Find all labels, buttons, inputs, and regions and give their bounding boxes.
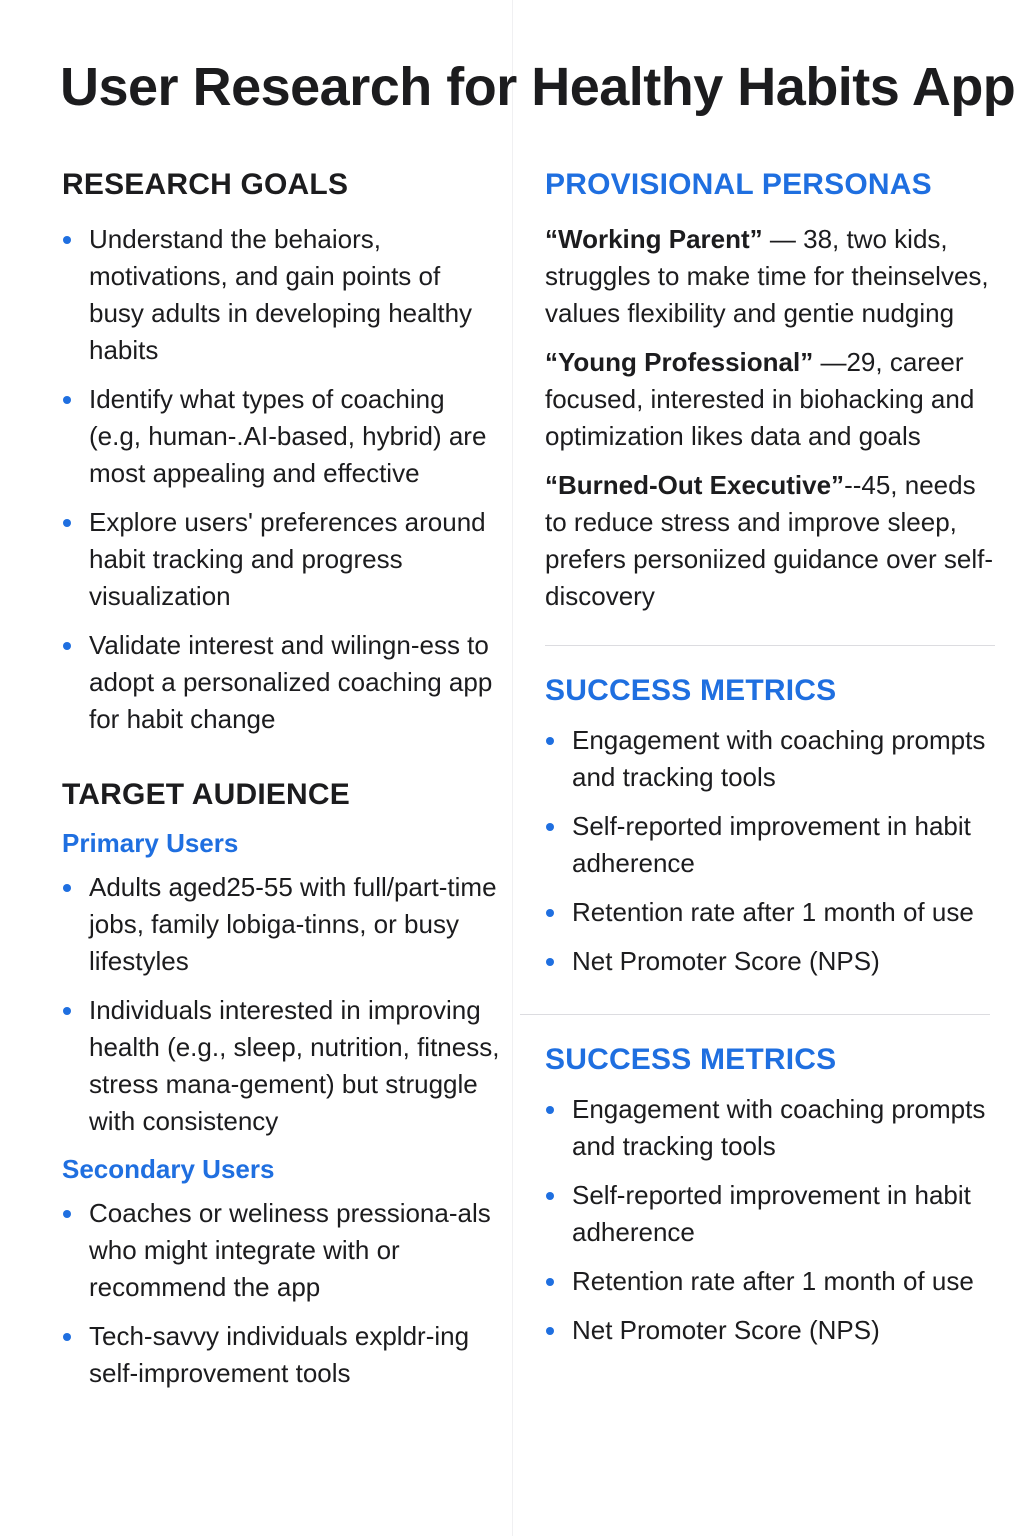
bullet-icon <box>546 1278 554 1286</box>
persona-young-professional: “Young Professional” —29, career focused, interested in biohacking and optimization likes data and goals <box>545 347 975 451</box>
bullet-icon <box>63 884 71 892</box>
persona-description: 29, career focused, interested in biohacking and optimization likes data and goals <box>545 347 975 451</box>
persona-working-parent: “Working Parent” — 38, two kids, struggles to make time for theinselves, values flexibility and gentie nudging <box>545 224 989 328</box>
list-item: Net Promoter Score (NPS) <box>545 1312 995 1349</box>
success-metrics-heading: SUCCESS METRICS <box>545 674 837 707</box>
bullet-icon <box>63 236 71 244</box>
bullet-icon <box>546 1327 554 1335</box>
success-metrics-list <box>545 1091 995 1349</box>
bullet-icon <box>63 642 71 650</box>
bullet-icon <box>63 1210 71 1218</box>
list-item: Explore users' preferences around habit tracking and progress visualization <box>62 504 502 615</box>
list-item: Net Promoter Score (NPS) <box>545 943 995 980</box>
personas-section <box>545 168 995 615</box>
list-item: Self-reported improvement in habit adherence <box>545 1177 995 1251</box>
list-item: Coaches or weliness pressiona-als who might integrate with or recommend the app <box>62 1195 502 1306</box>
list-item: Retention rate after 1 month of use <box>545 1263 995 1300</box>
research-goals-section <box>62 168 502 738</box>
list-item: Validate interest and wilingn-ess to adopt a personalized coaching app for habit change <box>62 627 502 738</box>
list-item: Tech-savvy individuals expldr-ing self-improvement tools <box>62 1318 502 1392</box>
target-audience-heading: TARGET AUDIENCE <box>62 778 350 811</box>
research-goals-heading: RESEARCH GOALS <box>62 168 349 201</box>
research-goals-list <box>62 221 502 738</box>
persona-name: “Burned-Out Executive” <box>545 470 845 500</box>
bullet-icon <box>546 909 554 917</box>
bullet-icon <box>546 1106 554 1114</box>
success-metrics-section <box>545 674 995 980</box>
list-item: Individuals interested in improving health (e.g., sleep, nutrition, fitness, stress mana-gement) but struggle with consistency <box>62 992 502 1140</box>
list-item: Self-reported improvement in habit adherence <box>545 808 995 882</box>
bullet-icon <box>546 737 554 745</box>
section-divider <box>520 1014 990 1015</box>
personas-heading: PROVISIONAL PERSONAS <box>545 168 932 201</box>
secondary-users-heading: Secondary Users <box>62 1154 275 1184</box>
primary-users-list <box>62 869 502 1140</box>
target-audience-section <box>62 778 502 1392</box>
bullet-icon <box>63 396 71 404</box>
success-metrics-list <box>545 722 995 980</box>
bullet-icon <box>546 823 554 831</box>
right-column <box>545 168 995 1349</box>
persona-burned-out-executive: “Burned-Out Executive”--45, needs to reduce stress and improve sleep, prefers personiized guidance over self-discovery <box>545 470 994 611</box>
bullet-icon <box>63 1333 71 1341</box>
persona-description: 38, two kids, struggles to make time for theinselves, values flexibility and gentie nudging <box>545 224 989 328</box>
list-item: Engagement with coaching prompts and tracking tools <box>545 722 995 796</box>
persona-name: “Young Professional” <box>545 347 814 377</box>
page-title: User Research for Healthy Habits App <box>60 57 1016 117</box>
primary-users-heading: Primary Users <box>62 828 239 858</box>
persona-description: 45, needs to reduce stress and improve sleep, prefers personiized guidance over self-discovery <box>545 470 994 611</box>
column-divider <box>512 0 513 1536</box>
success-metrics-heading: SUCCESS METRICS <box>545 1043 837 1076</box>
list-item: Understand the behaiors, motivations, and gain points of busy adults in developing healthy habits <box>62 221 502 369</box>
list-item: Retention rate after 1 month of use <box>545 894 995 931</box>
list-item: Engagement with coaching prompts and tracking tools <box>545 1091 995 1165</box>
bullet-icon <box>546 958 554 966</box>
bullet-icon <box>63 1007 71 1015</box>
persona-list <box>545 221 995 615</box>
success-metrics-section-repeat <box>545 1043 995 1349</box>
list-item: Adults aged25-55 with full/part-time jobs, family lobiga-tinns, or busy lifestyles <box>62 869 502 980</box>
list-item: Identify what types of coaching (e.g, human-.AI-based, hybrid) are most appealing and effective <box>62 381 502 492</box>
section-divider <box>545 645 995 646</box>
secondary-users-list <box>62 1195 502 1392</box>
bullet-icon <box>546 1192 554 1200</box>
persona-name: “Working Parent” <box>545 224 763 254</box>
bullet-icon <box>63 519 71 527</box>
left-column <box>62 168 502 1392</box>
